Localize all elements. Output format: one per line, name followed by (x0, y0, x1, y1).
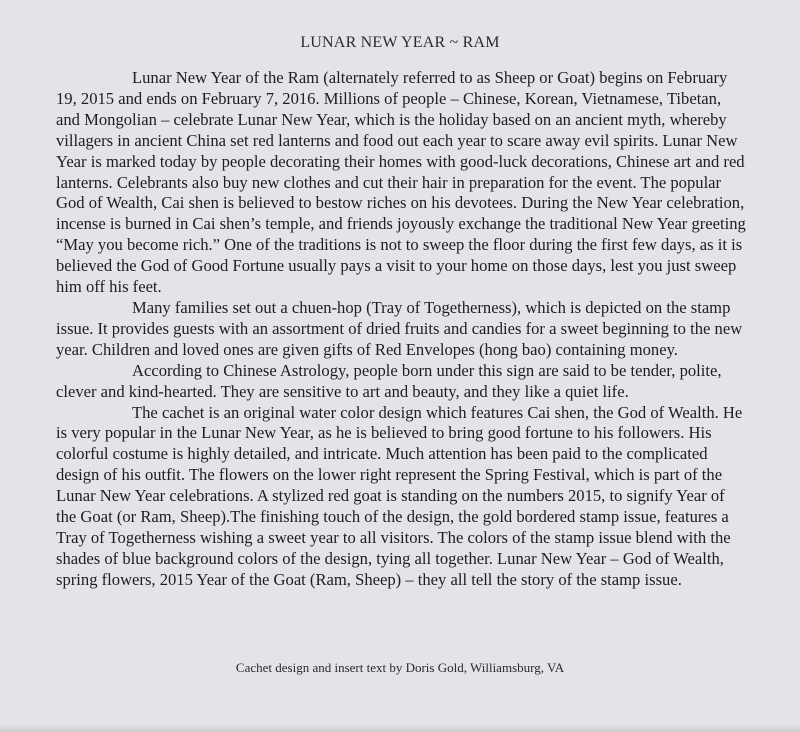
paragraph-intro: Lunar New Year of the Ram (alternately referred to as Sheep or Goat) begins on February 19, 2015 and ends on February 7, 2016. Millions of people – Chinese, Korean, Vietnamese, Tibetan, and Mongolian – celebrate Lunar New Year, which is the holiday based on an ancient myth, whereby villagers in ancient China set red lanterns and food out each year to scare away evil spirits. Lunar New Year is marked today by people decorating their homes with good-luck decorations, Chinese art and red lanterns. Celebrants also buy new clothes and cut their hair in preparation for the event. The popular God of Wealth, Cai shen is believed to bestow riches on his devotees. During the New Year celebration, incense is burned in Cai shen’s temple, and friends joyously exchange the traditional New Year greeting “May you become rich.” One of the traditions is not to sweep the floor during the first few days, as it is believed the God of Good Fortune usually pays a visit to your home on those days, lest you just sweep him off his feet. (56, 68, 746, 297)
paragraph-cachet: The cachet is an original water color design which features Cai shen, the God of Wealth. He is very popular in the Lunar New Year, as he is believed to bring good fortune to his followers. His colorful costume is highly detailed, and intricate. Much attention has been paid to the complicated design of his outfit. The flowers on the lower right represent the Spring Festival, which is part of the Lunar New Year celebrations. A stylized red goat is standing on the numbers 2015, to signify Year of the Goat (or Ram, Sheep).The finishing touch of the design, the gold bordered stamp issue, features a Tray of Togetherness wishing a sweet year to all visitors. The colors of the stamp issue blend with the shades of blue background colors of the design, tying all together. Lunar New Year – God of Wealth, spring flowers, 2015 Year of the Goat (Ram, Sheep) – they all tell the story of the stamp issue. (56, 402, 743, 589)
paragraph-tray: Many families set out a chuen-hop (Tray of Togetherness), which is depicted on the stamp issue. It provides guests with an assortment of dried fruits and candies for a sweet beginning to the new year. Children and loved ones are given gifts of Red Envelopes (hong bao) containing money. (56, 297, 743, 359)
paragraph-astrology: According to Chinese Astrology, people born under this sign are said to be tender, polite, clever and kind-hearted. They are sensitive to art and beauty, and they like a quiet life. (56, 360, 722, 401)
document-title: LUNAR NEW YEAR ~ RAM (300, 34, 500, 51)
document-body (56, 68, 746, 591)
credit-line: Cachet design and insert text by Doris Gold, Williamsburg, VA (235, 660, 565, 675)
